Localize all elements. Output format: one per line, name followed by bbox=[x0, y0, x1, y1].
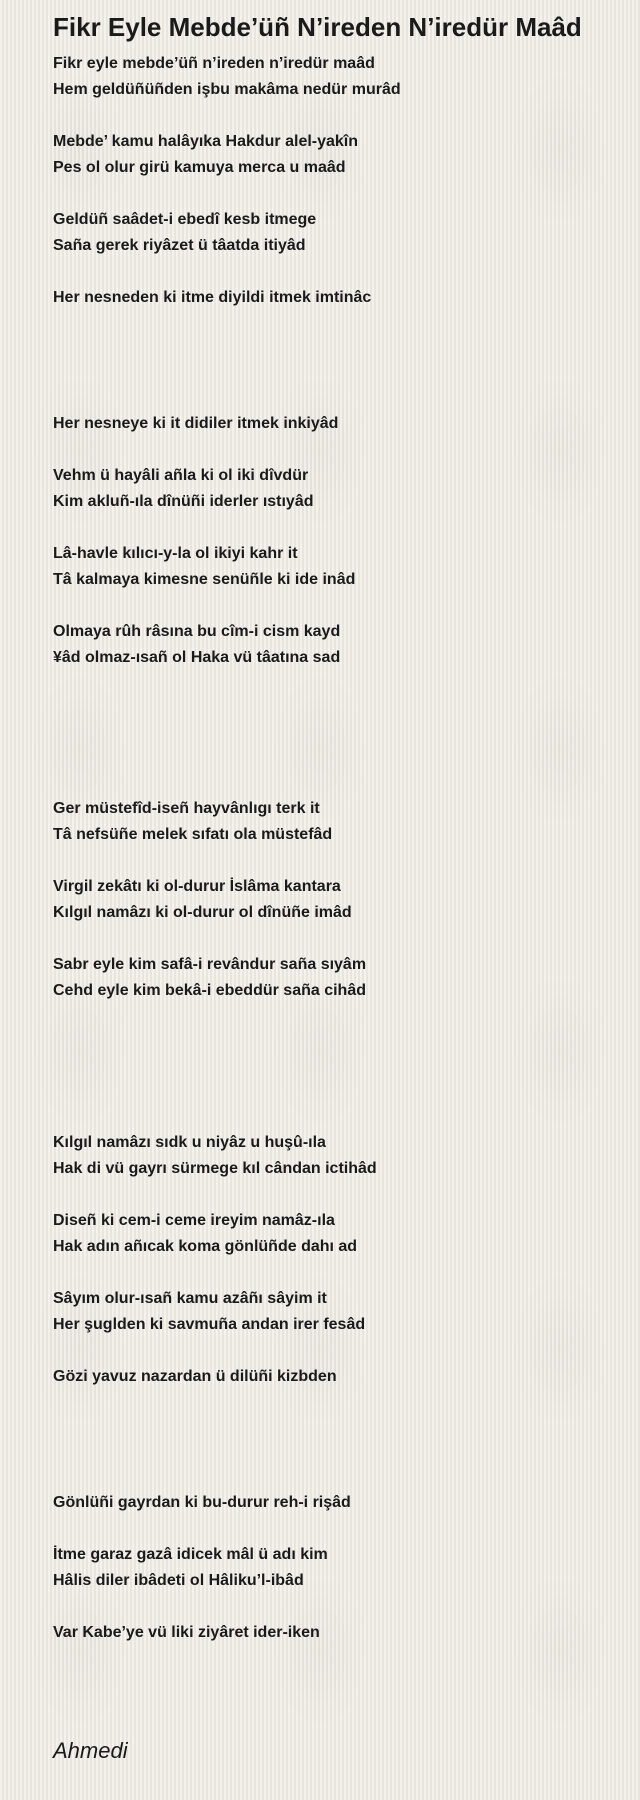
poem-line: Tâ kalmaya kimesne senüñle ki ide inâd bbox=[53, 571, 356, 588]
poem-line: Lâ-havle kılıcı-y-la ol ikiyi kahr it bbox=[53, 545, 298, 562]
author-name: Ahmedi bbox=[53, 1738, 128, 1763]
poem-line: Cehd eyle kim bekâ-i ebeddür saña cihâd bbox=[53, 982, 366, 999]
poem-line: Fikr eyle mebde’üñ n’ireden n’iredür maâd bbox=[53, 55, 375, 72]
poem-line: Hem geldüñüñden işbu makâma nedür murâd bbox=[53, 81, 401, 98]
poem-line: Virgil zekâtı ki ol-durur İslâma kantara bbox=[53, 878, 341, 895]
poem-line: Pes ol olur girü kamuya merca u maâd bbox=[53, 159, 346, 176]
poem-line: Kılgıl namâzı ki ol-durur ol dînüñe imâd bbox=[53, 904, 352, 921]
poem-line: İtme garaz gazâ idicek mâl ü adı kim bbox=[53, 1546, 328, 1563]
poem-line: ¥âd olmaz-ısañ ol Haka vü tâatına sad bbox=[53, 649, 341, 666]
poem-line: Tâ nefsüñe melek sıfatı ola müstefâd bbox=[53, 826, 333, 843]
poem-line: Hâlis diler ibâdeti ol Hâliku’l-ibâd bbox=[53, 1572, 304, 1589]
poem-line: Olmaya rûh râsına bu cîm-i cism kayd bbox=[53, 623, 341, 640]
poem-line: Var Kabe’ye vü liki ziyâret ider-iken bbox=[53, 1624, 320, 1641]
poem-line: Diseñ ki cem-i ceme ireyim namâz-ıla bbox=[53, 1212, 335, 1229]
poem-line: Saña gerek riyâzet ü tâatda itiyâd bbox=[53, 237, 306, 254]
poem-line: Vehm ü hayâli añla ki ol iki dîvdür bbox=[53, 467, 309, 484]
poem-line: Mebde’ kamu halâyıka Hakdur alel-yakîn bbox=[53, 133, 359, 150]
poem-line: Ger müstefîd-iseñ hayvânlıgı terk it bbox=[53, 800, 320, 817]
poem-line: Gözi yavuz nazardan ü dilüñi kizbden bbox=[53, 1368, 337, 1385]
poem-line: Her nesneden ki itme diyildi itmek imtinâc bbox=[53, 289, 372, 306]
poem-line: Geldüñ saâdet-i ebedî kesb itmege bbox=[53, 211, 317, 228]
poem-line: Kim akluñ-ıla dînüñi iderler ıstıyâd bbox=[53, 493, 314, 510]
poem-line: Sabr eyle kim safâ-i revândur saña sıyâm bbox=[53, 956, 367, 973]
poem-line: Sâyım olur-ısañ kamu azâñı sâyim it bbox=[53, 1290, 327, 1307]
poem-line: Her şuglden ki savmuña andan irer fesâd bbox=[53, 1316, 366, 1333]
poem-title: Fikr Eyle Mebde’üñ N’ireden N’iredür Maâd bbox=[53, 12, 582, 42]
poem-line: Hak adın añıcak koma gönlüñde dahı ad bbox=[53, 1238, 358, 1255]
poem-line: Gönlüñi gayrdan ki bu-durur reh-i rişâd bbox=[53, 1494, 351, 1511]
poem-line: Kılgıl namâzı sıdk u niyâz u huşû-ıla bbox=[53, 1134, 326, 1151]
poem-line: Her nesneye ki it didiler itmek inkiyâd bbox=[53, 415, 339, 432]
poem-line: Hak di vü gayrı sürmege kıl cândan ictihâd bbox=[53, 1160, 377, 1177]
